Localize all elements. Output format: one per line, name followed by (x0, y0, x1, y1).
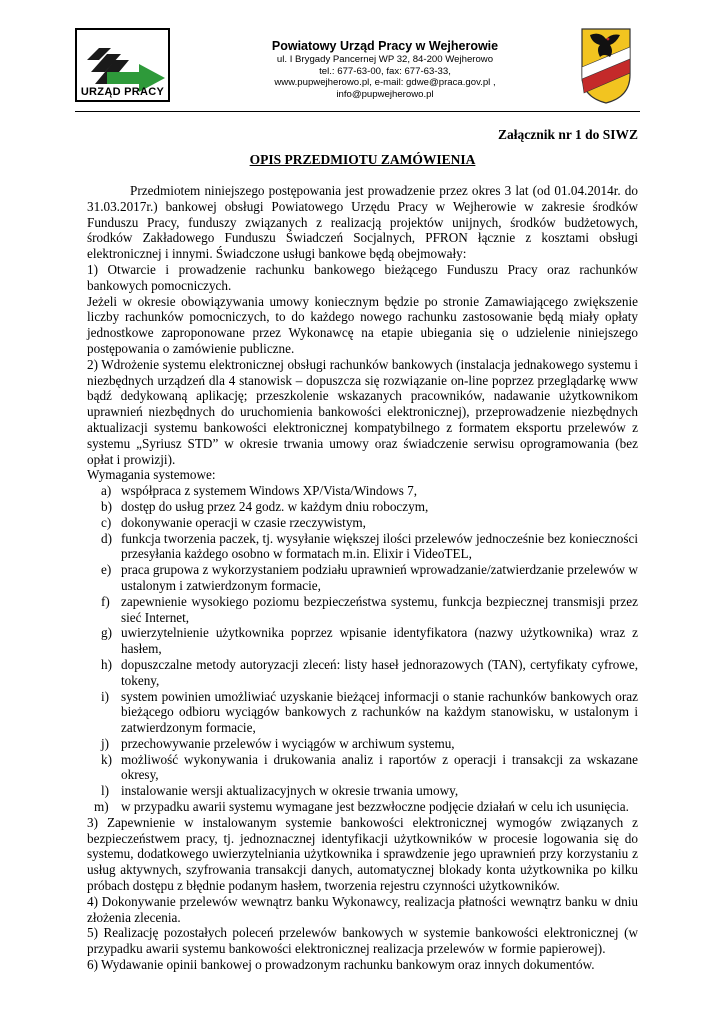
annex-label: Załącznik nr 1 do SIWZ (497, 127, 638, 142)
item-6: 6) Wydawanie opinii bankowej o prowadzonym rachunku bankowym oraz innych dokumentów. (87, 957, 595, 973)
list-item (87, 689, 638, 736)
list-item-text: system powinien umożliwiać uzyskanie bieżącej informacji o stanie rachunków bankowych oraz bieżącego odbioru wyciągów bankowych z rachunków na każdym stanowisku, w ustalonym i zatwierdzonym formacie, (121, 688, 638, 736)
document-title: OPIS PRZEDMIOTU ZAMÓWIENIA (249, 152, 476, 167)
list-item-text: instalowanie wersji aktualizacyjnych w okresie trwania umowy, (121, 783, 459, 799)
list-item (87, 594, 638, 626)
list-marker: j) (101, 735, 110, 751)
list-item (87, 736, 638, 752)
item-1-note: Jeżeli w okresie obowiązywania umowy koniecznym będzie po stronie Zamawiającego zwiększenie liczby rachunków pomocniczych, to do każdego nowego rachunku zastosowanie będą miały opłaty jednostkowe zaproponowane przez Wykonawcę na etapie ubiegania się o udzielenie niniejszego postępowania o zamówienie publiczne. (87, 293, 638, 356)
list-item (87, 562, 638, 594)
document-body (87, 183, 638, 973)
office-logo (75, 28, 170, 102)
list-marker: h) (101, 656, 112, 672)
item-3: 3) Zapewnienie w instalowanym systemie bankowości elektronicznej wymogów związanych z bezpieczeństwem pracy, tj. jednoznacznej identyfikacji użytkowników w procesie logowania się do systemu, dodatkowego uwierzytelniania użytkownika i sprawdzenie jego uprawnień przy korzystaniu z usług aktywnych, szyfrowania transakcji danych, automatycznej blokady konta użytkownika po kilku próbach dostępu z błędnie podanym hasłem, tworzenia rejestru czynności użytkowników. (87, 814, 638, 894)
list-item-text: dopuszczalne metody autoryzacji zleceń: listy haseł jednorazowych (TAN), certyfikaty cyfrowe, tokeny, (121, 656, 638, 688)
list-item-text: współpraca z systemem Windows XP/Vista/Windows 7, (121, 483, 418, 499)
list-item-text: możliwość wykonywania i drukowania analiz i raportów z operacji i transakcji za wskazane okresy, (121, 751, 638, 783)
list-marker: a) (101, 483, 112, 499)
list-marker: b) (101, 498, 112, 514)
list-item (87, 799, 638, 815)
list-item-text: dokonywanie operacji w czasie rzeczywistym, (121, 514, 366, 530)
list-marker: c) (101, 514, 112, 530)
requirements-heading: Wymagania systemowe: (87, 467, 216, 483)
list-marker: e) (101, 562, 112, 578)
list-item (87, 499, 638, 515)
office-name: Powiatowy Urząd Pracy w Wejherowie (271, 39, 499, 53)
list-marker: i) (101, 688, 110, 704)
item-1: 1) Otwarcie i prowadzenie rachunku bankowego bieżącego Funduszu Pracy oraz rachunków bankowych pomocniczych. (87, 261, 638, 293)
item-4: 4) Dokonywanie przelewów wewnątrz banku Wykonawcy, realizacja płatności wewnątrz banku w dniu złożenia zlecenia. (87, 893, 638, 925)
list-marker: k) (101, 751, 112, 767)
list-item-text: przechowywanie przelewów i wyciągów w archiwum systemu, (121, 735, 455, 751)
list-item (87, 657, 638, 689)
letterhead (230, 38, 540, 100)
intro-paragraph: Przedmiotem niniejszego postępowania jest prowadzenie przez okres 3 lat (od 01.04.2014r. do 31.03.2017r.) bankowej obsługi Powiatowego Urzędu Pracy w Wejherowie w zakresie środków Funduszu Pracy, funduszy związanych z realizacją projektów unijnych, środków budżetowych, środków Zakładowego Funduszu Świadczeń Socjalnych, PFRON łącznie z kosztami obsługi elektronicznej i innymi. Świadczone usługi bankowe będą obejmowały: (87, 183, 638, 262)
item-5: 5) Realizację pozostałych poleceń przelewów bankowych w systemie bankowości elektronicznej (w przypadku awarii systemu bankowości elektronicznej realizacja przelewów w formie papierowej). (87, 925, 638, 957)
item-2: 2) Wdrożenie systemu elektronicznej obsługi rachunków bankowych (instalacja jednakowego systemu i niezbędnych urządzeń dla 4 stanowisk – dopuszcza się rozwiązanie on-line poprzez przeglądarkę www bądź dedykowaną aplikację; przeszkolenie wskazanych pracowników, nadawanie użytkownikom uprawnień niezbędnych do uruchomienia bankowości elektronicznej), przeprowadzenie niezbędnych aktualizacji systemu bankowości elektronicznej kompatybilnego z formatem eksportu przelewów z systemu „Syriusz STD” w okresie trwania umowy oraz świadczenie serwisu oprogramowania (bez opłat i prowizji). (87, 356, 638, 467)
list-item-text: praca grupowa z wykorzystaniem podziału uprawnień wprowadzanie/zatwierdzanie przelewów w ustalonym i zatwierdzonym formacie, (121, 562, 638, 593)
list-marker: m) (94, 799, 109, 815)
office-email: info@pupwejherowo.pl (336, 88, 434, 100)
header-divider (75, 111, 640, 112)
list-marker: f) (101, 593, 110, 609)
office-phones: tel.: 677-63-00, fax: 677-63-33, (319, 65, 451, 77)
logo-caption: URZĄD PRACY (80, 86, 165, 98)
list-item (87, 483, 638, 499)
list-item (87, 531, 638, 563)
list-item-text: uwierzytelnienie użytkownika poprzez wpisanie identyfikatora (nazwy użytkownika) wraz z hasłem, (121, 625, 638, 657)
list-item (87, 783, 638, 799)
list-item (87, 752, 638, 784)
list-item-text: funkcja tworzenia paczek, tj. wysyłanie większej ilości przelewów jednocześnie bez konieczności przesyłania każdego osobno w formatach m.in. Elixir i VideoTEL, (121, 530, 638, 562)
list-item-text: w przypadku awarii systemu wymagane jest bezzwłoczne podjęcie działań w celu ich usunięcia. (121, 799, 629, 815)
list-marker: g) (101, 625, 112, 641)
list-item (87, 625, 638, 657)
list-item-text: dostęp do usług przez 24 godz. w każdym dniu roboczym, (121, 498, 429, 514)
list-item (87, 515, 638, 531)
list-item-text: zapewnienie wysokiego poziomu bezpieczeństwa systemu, funkcja bezpiecznej transmisji przez sieć Internet, (121, 593, 638, 625)
office-web-email: www.pupwejherowo.pl, e-mail: gdwe@praca.gov.pl , (274, 77, 496, 88)
coat-of-arms-icon (580, 27, 632, 105)
office-address: ul. I Brygady Pancernej WP 32, 84-200 Wejherowo (276, 54, 494, 65)
list-marker: d) (101, 530, 112, 546)
list-marker: l) (101, 783, 110, 799)
requirements-list (87, 483, 638, 815)
